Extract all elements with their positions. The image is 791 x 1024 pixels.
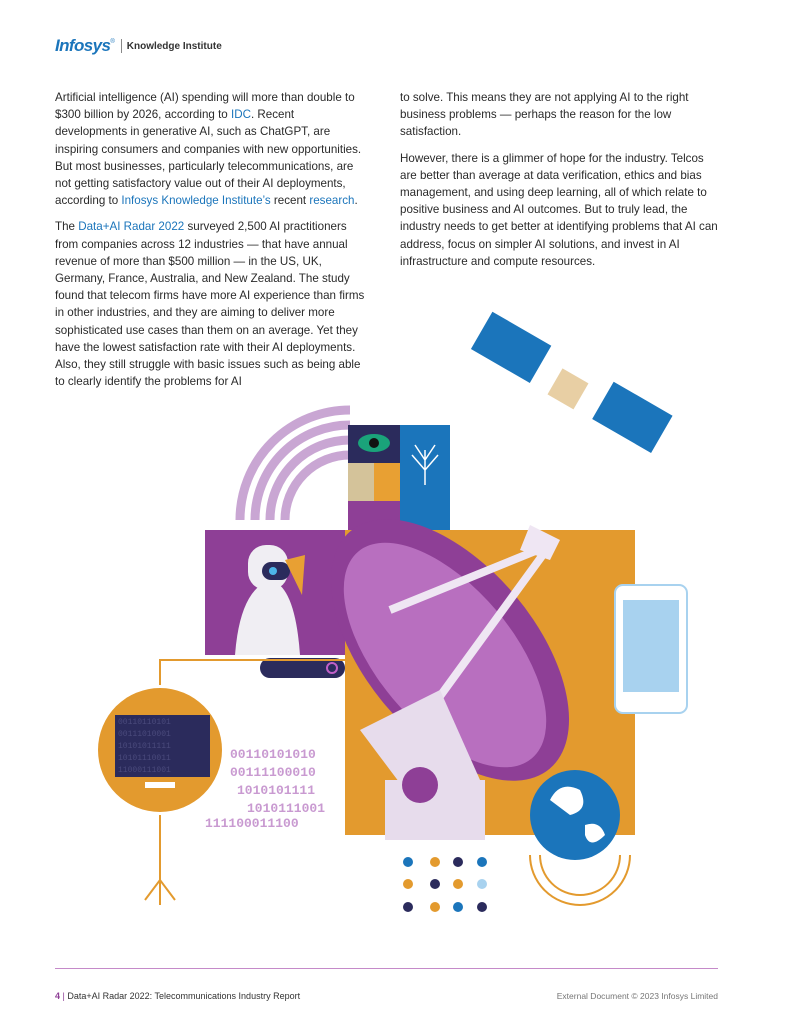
paragraph-1 — [55, 89, 369, 209]
text-column-right — [400, 89, 722, 279]
header-logo — [55, 36, 222, 56]
idc-link[interactable]: IDC — [230, 108, 251, 122]
globe-icon — [530, 770, 620, 860]
binary-line-5: 111100011100 — [205, 816, 299, 831]
screen-line-1: 00110110101 — [118, 718, 171, 727]
binary-line-1: 00110101010 — [230, 747, 316, 762]
screen-line-5: 11000111001 — [118, 766, 171, 775]
trademark-mark: ® — [110, 39, 115, 45]
paragraph-4: However, there is a glimmer of hope for the industry. Telcos are better than average at data verification, ethics and bias management, and using deep learning, all of which relate to positive business and AI outcomes. But to truly lead, the industry needs to get better at identifying problems that AI can address, focus on simpler AI solutions, and invest in AI infrastructure and compute resources. — [400, 151, 718, 268]
footer-sep: | — [62, 991, 68, 1001]
screen-binary — [118, 718, 171, 775]
page-number: 4 — [55, 991, 61, 1001]
p1-text-a: Artificial intelligence (AI) spending will more than double to $300 billion by 2026, according to — [55, 91, 355, 122]
report-title: Data+AI Radar 2022: Telecommunications Industry Report — [67, 991, 301, 1001]
screen-line-2: 00111010001 — [118, 730, 171, 739]
screen-line-4: 10101110011 — [118, 754, 171, 763]
logo-divider — [121, 39, 122, 53]
p1-text-c: recent — [270, 194, 310, 208]
p2-text-b: surveyed 2,500 AI practitioners from companies across 12 industries — that have annual revenue of more than $500 million — in the US, UK, Germany, France, Australia, and New Zealand. The study found that telecom firms have more AI experience than firms in other industries, and they are aiming to deliver more sophisticated use cases than them on an average. Yet they have the lowest satisfaction rate with their AI deployments. Also, they still struggle with basic issues such as being able to clearly identify the problems for AI — [55, 220, 365, 389]
paragraph-3: to solve. This means they are not applying AI to the right business problems — perhaps the reason for the low satisfaction. — [400, 91, 689, 139]
p1-text-d: . — [354, 194, 358, 208]
infosys-logo: Infosys — [55, 36, 111, 55]
binary-text — [205, 747, 325, 831]
p2-text-a: The — [55, 220, 79, 234]
infosys-knowledge-institute-link[interactable]: Infosys Knowledge Institute’s — [121, 194, 271, 208]
screen-line-3: 10101011111 — [118, 742, 171, 751]
knowledge-institute-label: Knowledge Institute — [126, 40, 222, 52]
copyright: External Document © 2023 Infosys Limited — [556, 991, 718, 1001]
data-ai-radar-link[interactable]: Data+AI Radar 2022 — [78, 220, 185, 234]
binary-line-4: 1010111001 — [247, 801, 326, 816]
dot-grid — [403, 857, 487, 912]
footer-left — [55, 991, 300, 1001]
telecom-ai-illustration — [90, 310, 710, 930]
binary-line-2: 00111100010 — [230, 765, 316, 780]
research-link[interactable]: research — [309, 194, 355, 208]
binary-line-3: 1010101111 — [237, 783, 316, 798]
footer-divider — [55, 968, 718, 969]
p1-text-b: . Recent developments in generative AI, such as ChatGPT, are inspiring consumers and companies with new opportunities. But most businesses, particularly telecommunications, are not getting satisfactory value out of their AI deployments, according to — [55, 108, 362, 208]
signal-arcs — [240, 410, 350, 520]
satellite — [470, 310, 674, 454]
